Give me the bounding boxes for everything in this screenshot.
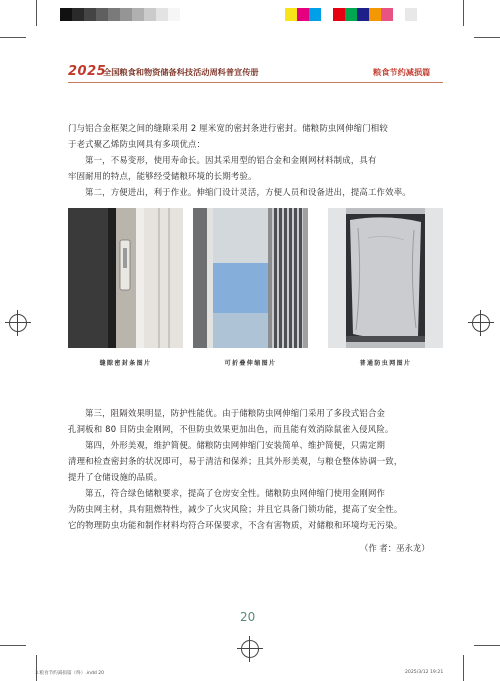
color-swatch xyxy=(60,8,72,21)
registration-mark-bottom xyxy=(237,636,263,662)
caption-foldable: 可折叠伸缩图片 xyxy=(224,360,277,367)
color-swatch xyxy=(393,8,405,21)
caption-gap-seal: 缝隙密封条图片 xyxy=(99,360,152,367)
crop-mark xyxy=(474,37,500,38)
color-swatch xyxy=(132,8,144,21)
text-line: 孔洞板和 80 目防虫金刚网，不但防虫效果更加出色，而且能有效消除鼠雀入侵风险。 xyxy=(68,424,394,434)
page-number: 20 xyxy=(240,610,256,624)
registration-mark-left xyxy=(5,310,31,336)
text-line: 牢固耐用的特点，能够经受储粮环境的长期考验。 xyxy=(68,171,257,181)
paragraph-point-3 xyxy=(68,405,443,437)
caption-insect-net: 普通防虫网图片 xyxy=(359,360,412,367)
color-swatch xyxy=(345,8,357,21)
color-swatch xyxy=(381,8,393,21)
color-swatch xyxy=(321,8,333,21)
color-swatch xyxy=(108,8,120,21)
paragraph-point-5 xyxy=(68,485,443,533)
color-swatch xyxy=(309,8,321,21)
photo-foldable-retract xyxy=(193,208,308,348)
text-line: 于老式聚乙烯防虫网具有多项优点： xyxy=(68,139,206,149)
photo-ordinary-insect-net xyxy=(328,208,443,348)
color-swatch xyxy=(72,8,84,21)
color-swatch xyxy=(168,8,180,21)
footer-timestamp: 2025/3/12 19:21 xyxy=(405,670,444,675)
text-line: 它的物理防虫功能和制作材料均符合环保要求，不含有害物质，对储粮和环境均无污染。 xyxy=(68,520,403,530)
header-rule xyxy=(68,82,443,83)
crop-mark xyxy=(463,655,464,681)
color-swatch xyxy=(369,8,381,21)
cmyk-color-bar xyxy=(285,8,417,21)
crop-mark xyxy=(0,645,26,646)
header-section: 粮食节约减损篇 xyxy=(373,67,431,77)
text-line: 第三，阻隔效果明显，防护性能优。由于储粮防虫网伸缩门采用了多段式铝合金 xyxy=(85,408,386,418)
color-swatch xyxy=(156,8,168,21)
author-credit: （作 者：巫永龙） xyxy=(360,543,430,553)
color-swatch xyxy=(357,8,369,21)
color-swatch xyxy=(333,8,345,21)
paragraph-point-4 xyxy=(68,437,443,485)
text-line: 清理和检查密封条的状况即可，易于清洁和保养；且其外形美观，与粮仓整体协调一致， xyxy=(68,456,403,466)
text-line: 第一，不易变形，使用寿命长。因其采用型的铝合金和金刚网材料制成，具有 xyxy=(85,155,377,165)
text-line: 第五，符合绿色储粮要求，提高了仓房安全性。储粮防虫网伸缩门使用金刚网作 xyxy=(85,488,386,498)
color-swatch xyxy=(120,8,132,21)
color-swatch xyxy=(96,8,108,21)
header-title: 全国粮食和物资储备科技活动周科普宣传册 xyxy=(103,67,259,77)
color-swatch xyxy=(405,8,417,21)
text-line: 第二，方便进出，利于作业。伸缩门设计灵活，方便人员和设备进出，提高工作效率。 xyxy=(85,187,411,197)
crop-mark xyxy=(0,37,26,38)
text-line: 第四，外形美观，维护简便。储粮防虫网伸缩门安装简单、维护简便，只需定期 xyxy=(85,440,386,450)
color-swatch xyxy=(144,8,156,21)
gray-color-bar xyxy=(60,8,180,21)
paragraph-point-1 xyxy=(68,152,443,184)
registration-mark-right xyxy=(468,310,494,336)
color-swatch xyxy=(297,8,309,21)
crop-mark xyxy=(36,655,37,681)
crop-mark xyxy=(463,0,464,26)
paragraph-point-2 xyxy=(68,184,443,200)
text-line: 提升了仓储设施的品质。 xyxy=(68,472,163,482)
color-swatch xyxy=(285,8,297,21)
text-line: 为防虫网主材，具有阻燃特性，减少了火灾风险；并且它具备门锁功能，提高了安全性。 xyxy=(68,504,403,514)
photo-gap-seal xyxy=(68,208,183,348)
color-swatch xyxy=(84,8,96,21)
paragraph-intro xyxy=(68,120,443,152)
footer-file-info: 3.粮食节约减损篇（终）.indd 20 xyxy=(35,671,105,676)
crop-mark xyxy=(36,0,37,26)
header-year: 2025 xyxy=(68,64,107,79)
crop-mark xyxy=(474,645,500,646)
text-line: 门与铝合金框架之间的缝隙采用 2 厘米宽的密封条进行密封。储粮防虫网伸缩门相较 xyxy=(68,123,388,133)
